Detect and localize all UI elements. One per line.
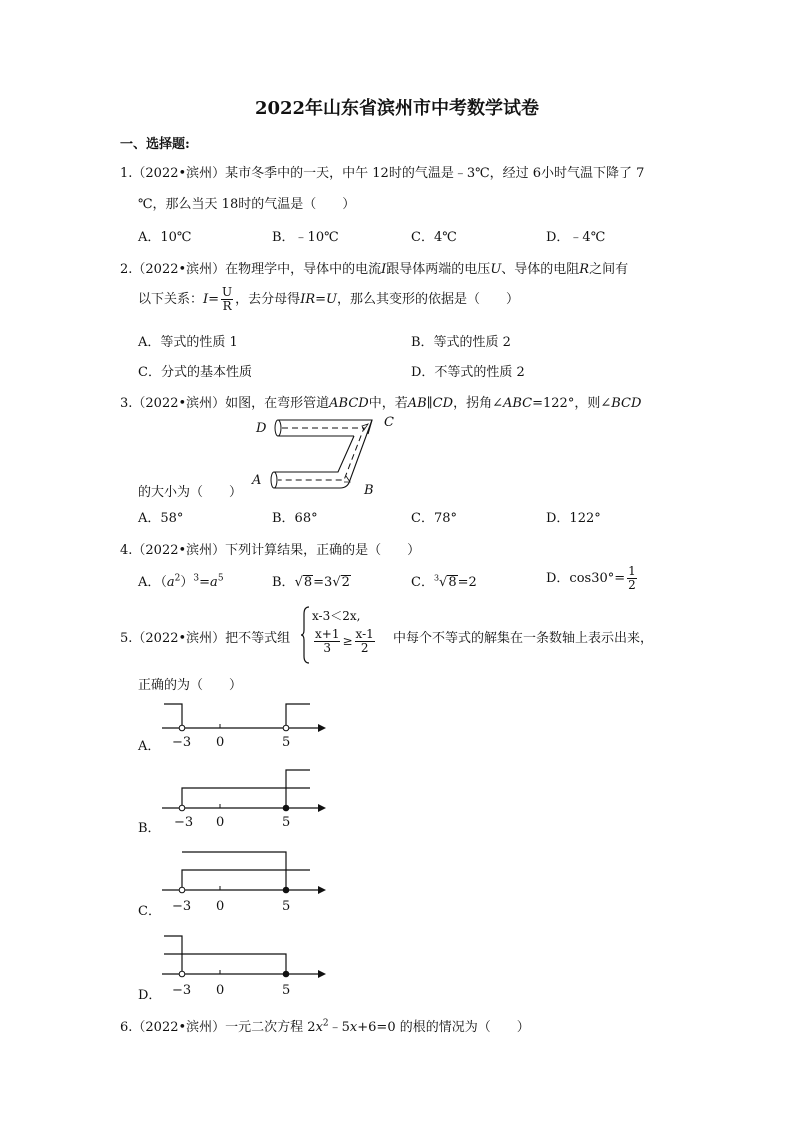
- q2-frac-num: U: [222, 285, 233, 299]
- q4-option-c[interactable]: C．$^3$√8=2: [411, 573, 477, 590]
- ineq2-den-left: 3: [323, 641, 332, 655]
- tick-label-0: 0: [216, 815, 225, 830]
- point-label-b: B: [364, 483, 374, 498]
- q4b-text: B．: [272, 575, 295, 590]
- q2-text: 、导体的电阻: [501, 262, 580, 277]
- q3-text: 3.（2022•滨州）如图，在弯形管道: [120, 396, 330, 411]
- q3-parallel: AB∥CD: [407, 396, 454, 411]
- q2-line2: [138, 285, 519, 315]
- point-label-d: D: [256, 421, 267, 436]
- q4a-var: a: [166, 575, 175, 590]
- q5-option-d-letter[interactable]: D．: [138, 988, 162, 1003]
- q6-text: ﹣5: [328, 1020, 350, 1035]
- q4c-text: =2: [457, 575, 477, 590]
- pipe-diagram: [250, 410, 400, 500]
- q6-text: 6.（2022•滨州）一元二次方程 2: [120, 1020, 316, 1035]
- q2-fraction: [221, 286, 233, 313]
- q4a-var: a: [210, 575, 218, 590]
- q4c-text: C．: [411, 575, 434, 590]
- q4d-fraction: [627, 565, 637, 592]
- q2-option-b[interactable]: B．等式的性质 2: [411, 335, 511, 350]
- q2-option-a[interactable]: A．等式的性质 1: [138, 335, 238, 350]
- q4c-index: 3: [433, 573, 440, 583]
- q4a-exp: 5: [217, 573, 224, 584]
- number-line-b[interactable]: [160, 768, 330, 830]
- q6-text: +6=0 的根的情况为（ ）: [357, 1020, 530, 1035]
- tick-label-0: 0: [216, 983, 225, 998]
- q5-option-c-letter[interactable]: C．: [138, 904, 161, 919]
- q2-var-u: U: [490, 262, 502, 277]
- ineq2-num-left: x+1: [315, 627, 340, 641]
- q1-line1: 1.（2022•滨州）某市冬季中的一天，中午 12时的气温是﹣3℃，经过 6小时气温下降了 7: [120, 166, 645, 181]
- number-line-c[interactable]: [160, 848, 330, 914]
- tick-label-0: 0: [216, 735, 225, 750]
- q2-text: ，去分母得: [235, 292, 301, 307]
- inequality-1: x-3＜2x,: [312, 609, 361, 623]
- q4c-radicand: 8: [448, 575, 457, 590]
- q3-abcd: ABCD: [329, 396, 369, 411]
- ineq2-frac-left: [314, 628, 340, 655]
- q2-text: ，那么其变形的依据是（ ）: [336, 292, 519, 307]
- q3-text: ，拐角∠: [453, 396, 503, 411]
- q5-option-a-letter[interactable]: A．: [138, 739, 161, 754]
- tick-label-5: 5: [282, 899, 291, 914]
- tick-label-5: 5: [282, 735, 291, 750]
- ineq2-num-right: x-1: [355, 627, 374, 641]
- q2-var-i: I: [381, 262, 387, 277]
- q5-line1-pre: 5.（2022•滨州）把不等式组: [120, 631, 291, 646]
- q4d-num: 1: [628, 564, 636, 578]
- q5-option-b-letter[interactable]: B．: [138, 821, 161, 836]
- number-line-d[interactable]: [160, 932, 330, 998]
- q5-line2: 正确的为（ ）: [138, 678, 243, 693]
- page-title: 2022年山东省滨州市中考数学试卷: [254, 98, 540, 119]
- q4-option-d[interactable]: [546, 564, 639, 594]
- section-heading: 一、选择题:: [120, 137, 190, 152]
- tick-label-neg3: −3: [172, 735, 192, 750]
- q3-option-b[interactable]: B．68°: [272, 511, 318, 526]
- brace-icon: [300, 606, 310, 664]
- q1-option-c[interactable]: C．4℃: [411, 230, 457, 245]
- q3-option-d[interactable]: D．122°: [546, 511, 601, 526]
- tick-label-neg3: −3: [172, 899, 192, 914]
- q4b-text: =3: [313, 575, 333, 590]
- q2-text: 以下关系：: [138, 292, 204, 307]
- q2-text: 2.（2022•滨州）在物理学中，导体中的电流: [120, 262, 382, 277]
- q4a-text: A．（: [138, 575, 167, 590]
- ineq2-frac-right: [355, 628, 375, 655]
- tick-label-0: 0: [216, 899, 225, 914]
- q2-expr: IR=U: [300, 292, 337, 307]
- ineq2-operator: ≥: [342, 634, 353, 648]
- q2-text: 之间有: [589, 262, 629, 277]
- inequality-system: [300, 606, 392, 664]
- q1-line2: ℃，那么当天 18时的气温是（ ）: [138, 197, 356, 212]
- q2-var-r: R: [579, 262, 590, 277]
- q1-option-b[interactable]: B．﹣10℃: [272, 230, 339, 245]
- q2-option-c[interactable]: C．分式的基本性质: [138, 365, 252, 380]
- q2-text: 跟导体两端的电压: [386, 262, 491, 277]
- q3-option-c[interactable]: C．78°: [411, 511, 457, 526]
- point-label-c: C: [384, 415, 394, 430]
- q4d-text: D．cos30°=: [546, 571, 626, 586]
- tick-label-5: 5: [282, 983, 291, 998]
- q3-option-a[interactable]: A．58°: [138, 511, 184, 526]
- q3-line2: 的大小为（ ）: [138, 485, 243, 500]
- q3-line1: [120, 392, 641, 411]
- q3-text: 中，若: [368, 396, 408, 411]
- tick-label-neg3: −3: [174, 815, 194, 830]
- q4a-exp: 2: [174, 573, 181, 584]
- q4b-radicand: 8: [303, 575, 313, 590]
- q4-option-b[interactable]: B．√8=3√2: [272, 575, 350, 590]
- q1-option-a[interactable]: A．10℃: [138, 230, 192, 245]
- point-label-a: A: [252, 473, 262, 488]
- q4a-exp: 3: [193, 573, 200, 584]
- number-line-a[interactable]: [160, 700, 330, 752]
- q4b-radicand: 2: [341, 575, 350, 590]
- q6-var: x: [315, 1020, 323, 1035]
- q5-line1-post: 中每个不等式的解集在一条数轴上表示出来，: [393, 631, 654, 646]
- q2-frac-den: R: [222, 299, 232, 313]
- q3-text: =122°，则∠: [532, 396, 612, 411]
- tick-label-5: 5: [282, 815, 291, 830]
- q6-var: x: [349, 1020, 358, 1035]
- q2-option-d[interactable]: D．不等式的性质 2: [411, 365, 525, 380]
- ineq2-den-right: 2: [360, 641, 369, 655]
- inequality-2: [312, 628, 377, 655]
- q4d-den: 2: [628, 578, 636, 592]
- q6-line1: [120, 1016, 530, 1035]
- q3-abc: ABC: [502, 396, 533, 411]
- q4-option-a[interactable]: [138, 571, 224, 590]
- q4-line1: 4.（2022•滨州）下列计算结果，正确的是（ ）: [120, 543, 421, 558]
- q1-option-d[interactable]: D．﹣4℃: [546, 230, 606, 245]
- tick-label-neg3: −3: [172, 983, 192, 998]
- q4a-text: ）: [180, 575, 194, 590]
- q3-bcd: BCD: [611, 396, 642, 411]
- q2-equation: I=: [203, 292, 220, 307]
- q2-line1: [120, 258, 628, 277]
- q6-exp: 2: [322, 1018, 329, 1029]
- q4a-text: =: [199, 575, 211, 590]
